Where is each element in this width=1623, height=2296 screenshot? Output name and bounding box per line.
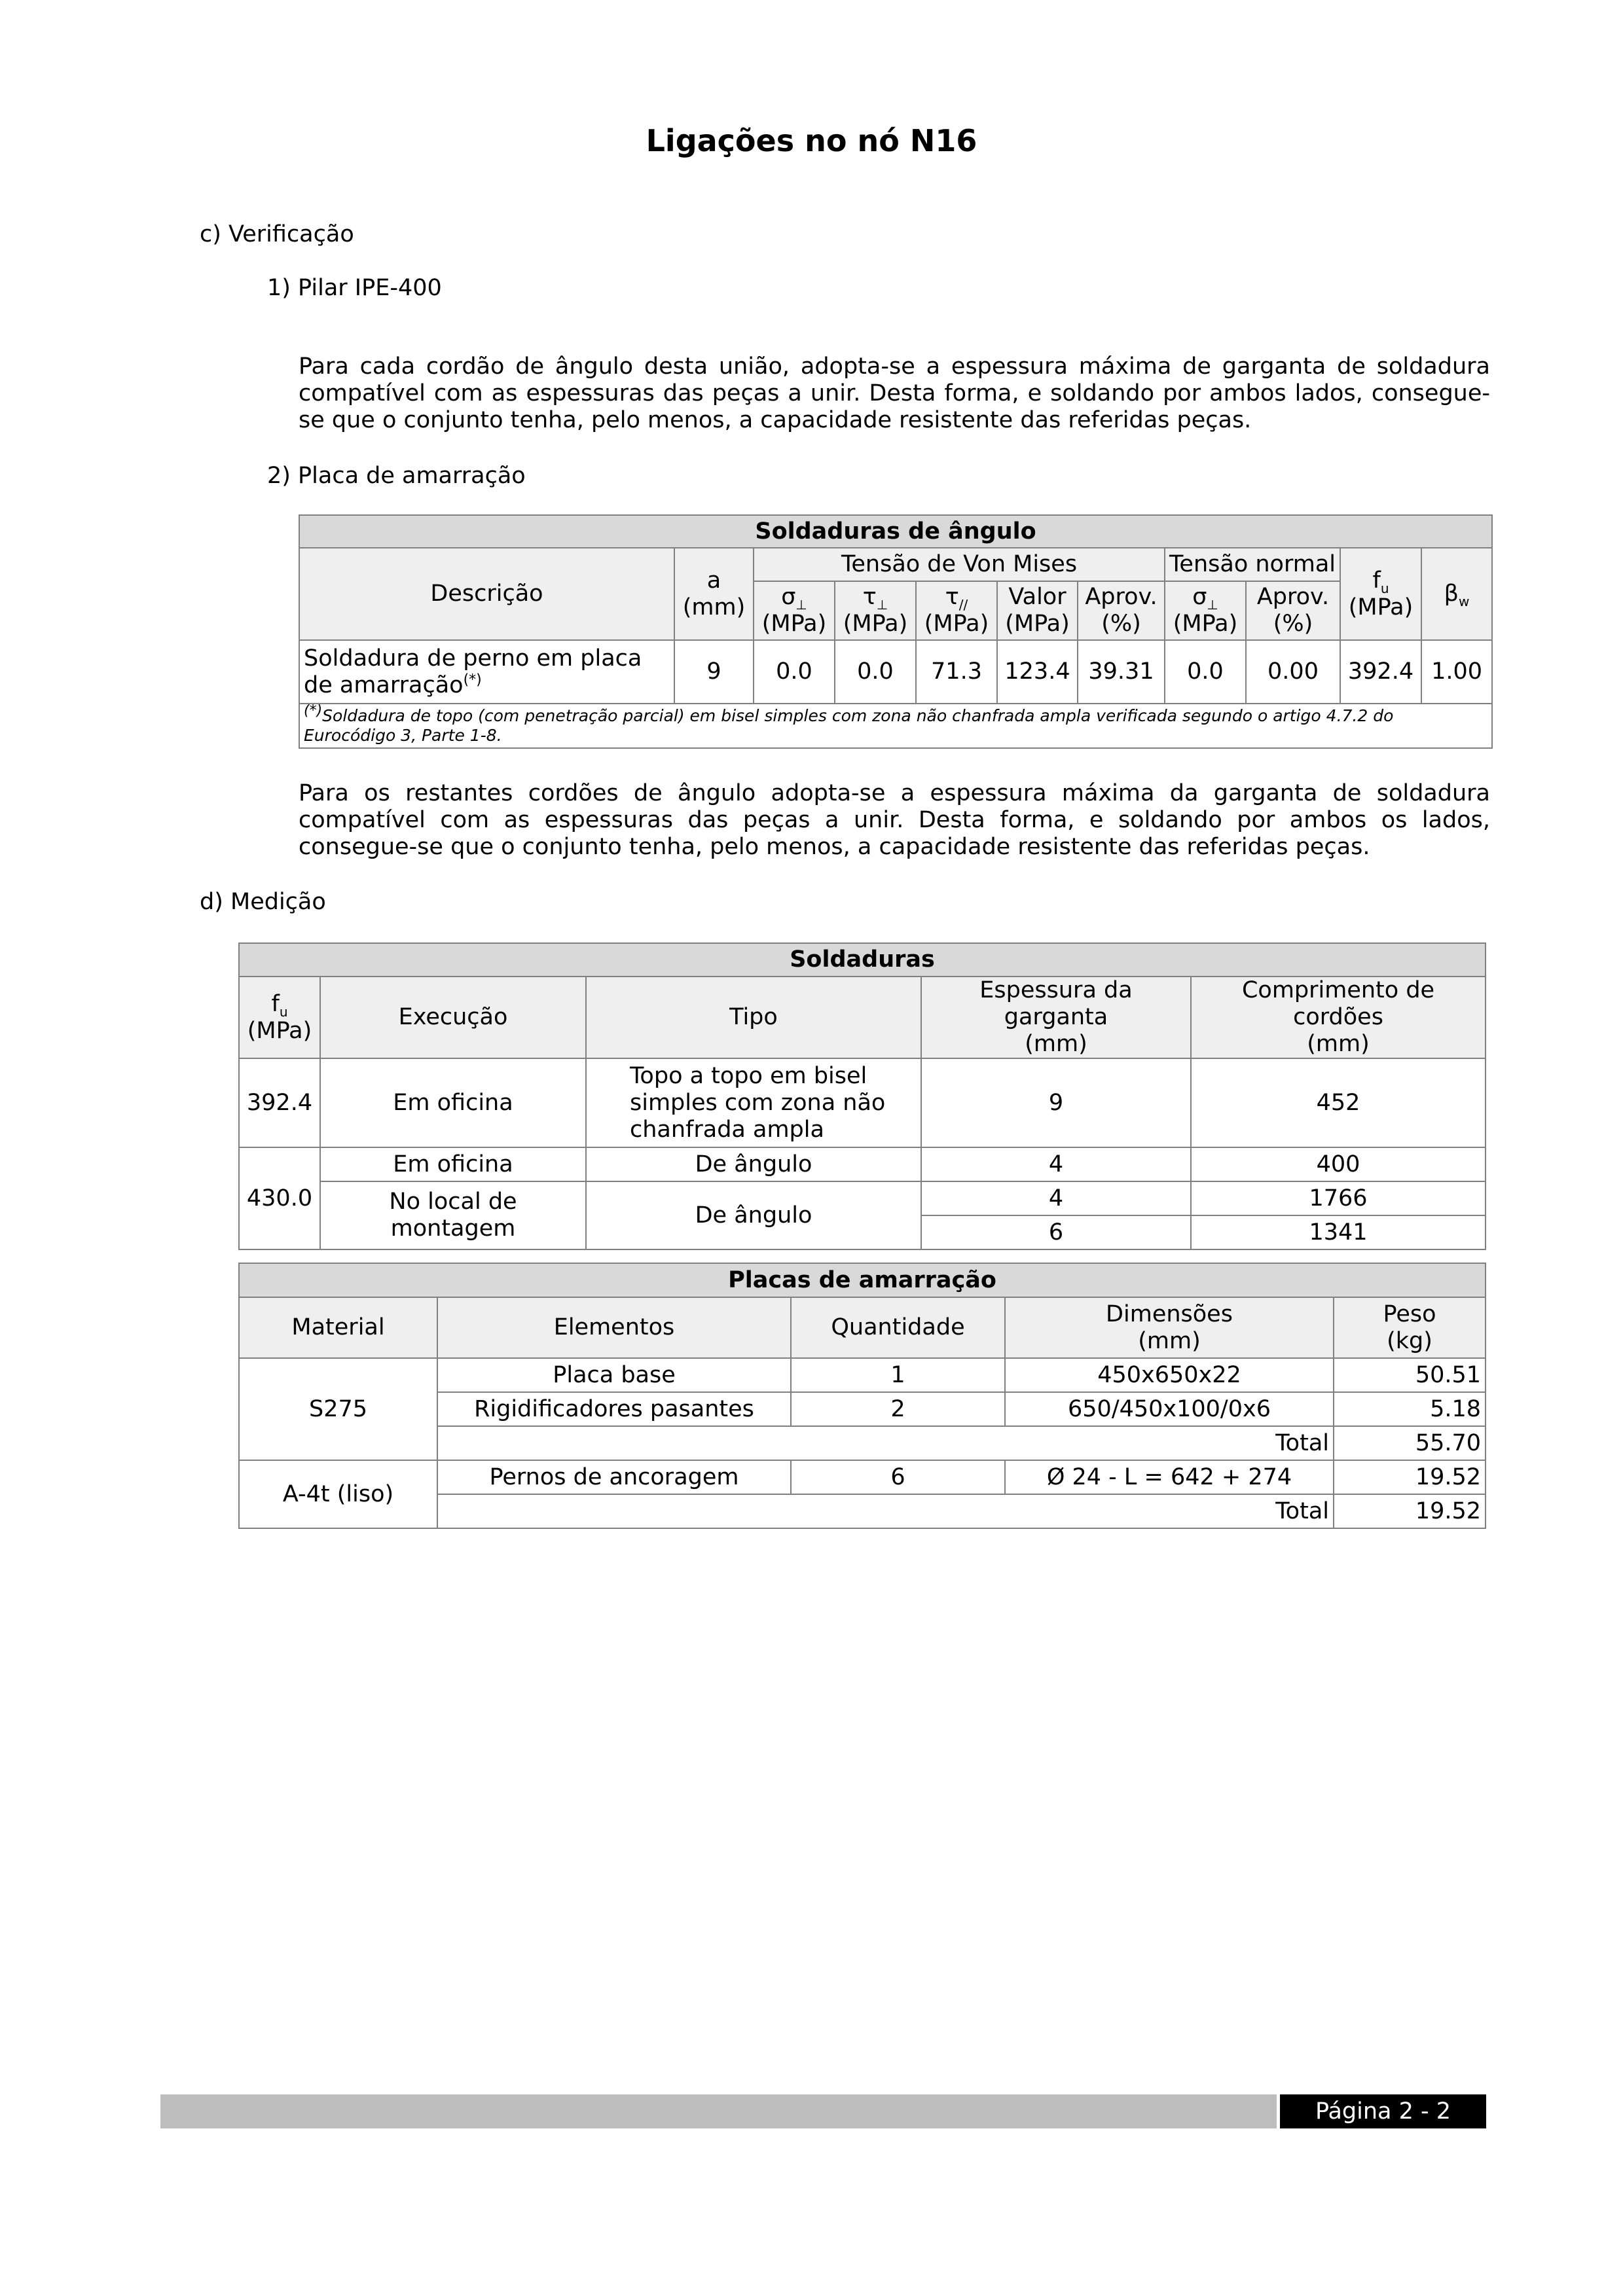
section-medicao: d) Medição xyxy=(200,889,326,915)
table-row xyxy=(239,1460,1486,1494)
table-row xyxy=(239,1147,1486,1181)
cell-material: S275 xyxy=(239,1358,437,1460)
cell-peso: 50.51 xyxy=(1334,1358,1486,1392)
header-valor: Valor (MPa) xyxy=(997,581,1078,640)
cell-sigma: 0.0 xyxy=(754,640,835,704)
cell-tipo: De ângulo xyxy=(586,1147,921,1181)
header-material: Material xyxy=(239,1297,437,1358)
header-tensao-normal: Tensão normal xyxy=(1165,548,1340,581)
cell-espessura: 4 xyxy=(921,1147,1191,1181)
cell-material: A-4t (liso) xyxy=(239,1460,437,1528)
total-peso: 19.52 xyxy=(1334,1494,1486,1528)
header-dimensoes: Dimensões (mm) xyxy=(1005,1297,1334,1358)
cell-fu: 392.4 xyxy=(1340,640,1421,704)
header-sigma: $\sigma_\perp$ (MPa) xyxy=(754,581,835,640)
cell-aprov-normal: 0.00 xyxy=(1246,640,1340,704)
header-fu: $f_u$ (MPa) xyxy=(1340,548,1421,640)
cell-comprimento: 1766 xyxy=(1191,1181,1486,1215)
cell-fu: 392.4 xyxy=(239,1058,320,1147)
table-caption: Soldaduras xyxy=(239,943,1486,977)
cell-elemento: Placa base xyxy=(437,1358,791,1392)
cell-comprimento: 452 xyxy=(1191,1058,1486,1147)
table-caption: Placas de amarração xyxy=(239,1263,1486,1297)
header-aprov-normal: Aprov. (%) xyxy=(1246,581,1340,640)
cell-beta: 1.00 xyxy=(1421,640,1492,704)
cell-execucao: Em oficina xyxy=(320,1147,586,1181)
total-peso: 55.70 xyxy=(1334,1426,1486,1460)
header-beta: $\beta_w$ xyxy=(1421,548,1492,640)
page-title: Ligações no nó N16 xyxy=(646,123,977,158)
cell-elemento: Pernos de ancoragem xyxy=(437,1460,791,1494)
cell-espessura: 9 xyxy=(921,1058,1191,1147)
cell-comprimento: 400 xyxy=(1191,1147,1486,1181)
cell-dimensoes: 450x650x22 xyxy=(1005,1358,1334,1392)
cell-tau: 0.0 xyxy=(835,640,916,704)
header-a: a (mm) xyxy=(674,548,754,640)
weld-check-table xyxy=(299,514,1493,749)
cell-tipo: Topo a topo em bisel simples com zona não chanfrada ampla xyxy=(586,1058,921,1147)
header-elementos: Elementos xyxy=(437,1297,791,1358)
header-peso: Peso (kg) xyxy=(1334,1297,1486,1358)
header-execucao: Execução xyxy=(320,977,586,1058)
cell-dimensoes: 650/450x100/0x6 xyxy=(1005,1392,1334,1426)
soldaduras-table xyxy=(238,942,1486,1250)
header-tipo: Tipo xyxy=(586,977,921,1058)
cell-dimensoes: Ø 24 - L = 642 + 274 xyxy=(1005,1460,1334,1494)
cell-aprov: 39.31 xyxy=(1078,640,1165,704)
table-row xyxy=(299,640,1492,704)
pilar-paragraph: Para cada cordão de ângulo desta união, adopta-se a espessura máxima de garganta de soldadura compatível com as espessuras das peças a unir. Desta forma, e soldando por ambos lados, consegue-se que o conjunto tenha, pelo menos, a capacidade resistente das referidas peças. xyxy=(299,353,1490,433)
cell-elemento: Rigidificadores pasantes xyxy=(437,1392,791,1426)
cell-a: 9 xyxy=(674,640,754,704)
section-placa: 2) Placa de amarração xyxy=(267,463,526,489)
cell-execucao: Em oficina xyxy=(320,1058,586,1147)
cell-execucao: No local de montagem xyxy=(320,1181,586,1249)
cell-espessura: 4 xyxy=(921,1181,1191,1215)
header-aprov: Aprov. (%) xyxy=(1078,581,1165,640)
cell-fu: 430.0 xyxy=(239,1147,320,1249)
cell-quantidade: 6 xyxy=(791,1460,1005,1494)
cell-comprimento: 1341 xyxy=(1191,1215,1486,1249)
total-label: Total xyxy=(437,1426,1334,1460)
header-espessura: Espessura da garganta (mm) xyxy=(921,977,1191,1058)
cell-descricao: Soldadura de perno em placa de amarração(*) xyxy=(299,640,674,704)
placas-table xyxy=(238,1263,1486,1529)
cell-quantidade: 2 xyxy=(791,1392,1005,1426)
table-footnote: (*)Soldadura de topo (com penetração parcial) em bisel simples com zona não chanfrada ampla verificada segundo o artigo 4.7.2 do Eurocódigo 3, Parte 1-8. xyxy=(299,704,1492,748)
header-comprimento: Comprimento de cordões (mm) xyxy=(1191,977,1486,1058)
table-row xyxy=(239,1181,1486,1215)
cell-tau-par: 71.3 xyxy=(916,640,997,704)
cell-peso: 19.52 xyxy=(1334,1460,1486,1494)
header-sigma-normal: $\sigma_\perp$ (MPa) xyxy=(1165,581,1246,640)
cell-espessura: 6 xyxy=(921,1215,1191,1249)
cell-quantidade: 1 xyxy=(791,1358,1005,1392)
header-quantidade: Quantidade xyxy=(791,1297,1005,1358)
header-tau: $\tau_\perp$ (MPa) xyxy=(835,581,916,640)
page-number: Página 2 - 2 xyxy=(1280,2094,1486,2128)
placa-paragraph: Para os restantes cordões de ângulo adopta-se a espessura máxima da garganta de soldadura compatível com as espessuras das peças a unir. Desta forma, e soldando por ambos os lados, consegue-se que o conjunto tenha, pelo menos, a capacidade resistente das referidas peças. xyxy=(299,780,1490,860)
total-label: Total xyxy=(437,1494,1334,1528)
header-von-mises: Tensão de Von Mises xyxy=(754,548,1165,581)
cell-sigma-normal: 0.0 xyxy=(1165,640,1246,704)
cell-tipo: De ângulo xyxy=(586,1181,921,1249)
cell-valor: 123.4 xyxy=(997,640,1078,704)
table-row xyxy=(239,1058,1486,1147)
header-tau-par: $\tau_{//}$ (MPa) xyxy=(916,581,997,640)
cell-peso: 5.18 xyxy=(1334,1392,1486,1426)
section-pilar: 1) Pilar IPE-400 xyxy=(267,275,442,301)
header-descricao: Descrição xyxy=(299,548,674,640)
header-fu: $f_u$ (MPa) xyxy=(239,977,320,1058)
table-row xyxy=(239,1358,1486,1392)
table-caption: Soldaduras de ângulo xyxy=(299,515,1492,548)
footer-bar xyxy=(160,2094,1277,2128)
section-verificacao: c) Verificação xyxy=(200,221,354,247)
